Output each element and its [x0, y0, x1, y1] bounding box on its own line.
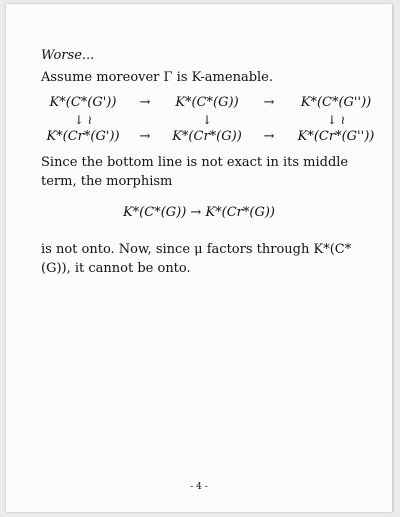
intro-sentence: Assume moreover Γ is K-amenable.	[41, 70, 274, 85]
display-equation: K*(C*(G)) → K*(Cr*(G))	[122, 205, 276, 220]
page-number: - 4 -	[190, 482, 208, 492]
diagram-vertical-middle: ↓	[201, 112, 213, 127]
diagram-top-left: K*(C*(G'))	[49, 95, 117, 110]
diagram-top-middle: K*(C*(G))	[175, 95, 239, 110]
diagram-vertical-left: ↓ ≀	[73, 112, 93, 127]
diagram-bottom-left: K*(Cr*(G'))	[46, 129, 120, 144]
diagram-bottom-arrow-2: →	[263, 129, 275, 144]
diagram-bottom-arrow-1: →	[139, 129, 151, 144]
diagram-top-row	[38, 94, 386, 111]
paragraph-conclusion: is not onto. Now, since μ factors through K*(C*(G)), it cannot be onto.	[41, 242, 352, 276]
diagram-top-right: K*(C*(G''))	[300, 95, 372, 110]
diagram-vertical-right: ↓ ≀	[326, 112, 346, 127]
diagram-bottom-row	[38, 128, 386, 145]
diagram-top-arrow-2: →	[263, 95, 275, 110]
paragraph-exactness: Since the bottom line is not exact in its middle term, the morphism	[41, 155, 349, 189]
diagram-top-arrow-1: →	[139, 95, 151, 110]
diagram-vertical-row	[38, 111, 386, 128]
document-page	[6, 4, 392, 512]
section-heading: Worse...	[41, 48, 95, 63]
commutative-diagram	[38, 94, 386, 145]
diagram-bottom-middle: K*(Cr*(G))	[172, 129, 242, 144]
diagram-bottom-right: K*(Cr*(G''))	[297, 129, 375, 144]
